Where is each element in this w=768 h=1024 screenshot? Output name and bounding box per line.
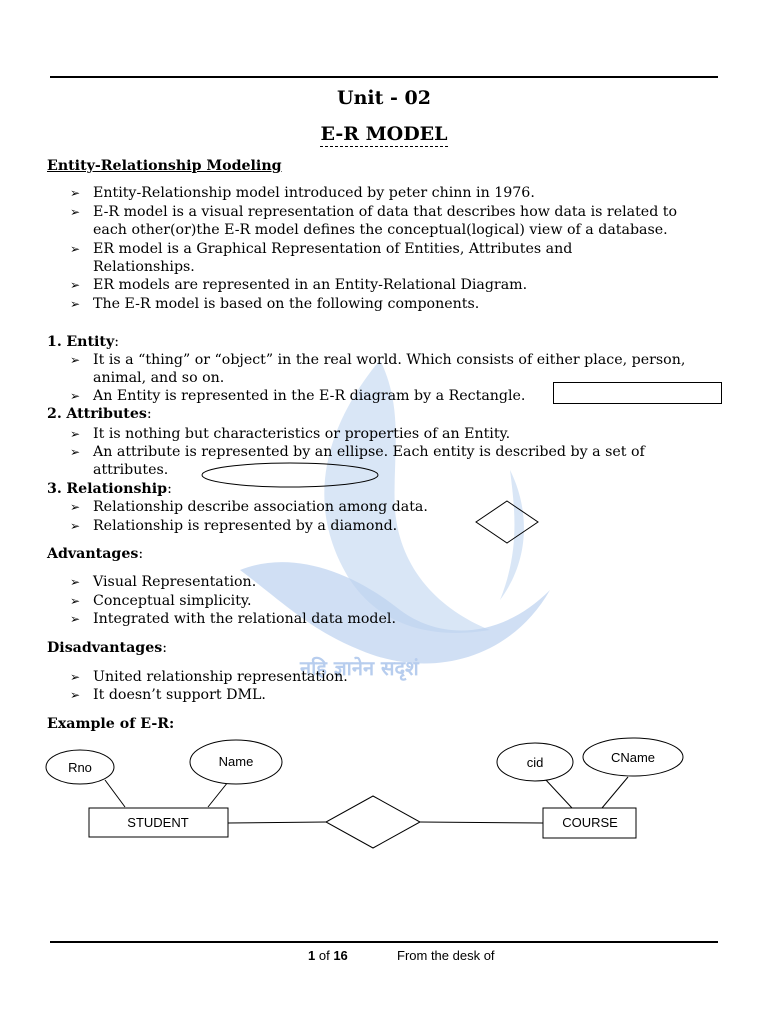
bullet-arrow-icon: ➢ <box>70 519 81 533</box>
course-label: COURSE <box>562 815 618 830</box>
cid-label: cid <box>526 755 544 770</box>
student-label: STUDENT <box>127 815 189 830</box>
footer-desk: From the desk of <box>397 948 495 963</box>
relationship-line-2: Relationship is represented by a diamond. <box>93 518 398 534</box>
entity-line-1: It is a “thing” or “object” in the real world. Which consists of either place, person, <box>93 352 686 368</box>
intro-bullet-2: E-R model is a visual representation of data that describes how data is related to <box>93 204 678 220</box>
section-heading: Entity-Relationship Modeling <box>47 158 282 174</box>
connector-rno-student <box>105 780 125 807</box>
advantage-item-1: Visual Representation. <box>93 574 257 590</box>
relationship-label: Relationship <box>66 481 168 497</box>
advantages-colon: : <box>138 546 144 562</box>
bullet-arrow-icon: ➢ <box>70 353 81 367</box>
intro-bullet-3: ER model is a Graphical Representation of Entities, Attributes and <box>93 241 573 257</box>
ellipse-shape <box>200 461 380 489</box>
entity-heading <box>47 333 119 351</box>
connector-cid-course <box>545 779 572 808</box>
relationship-colon: : <box>167 481 172 497</box>
example-heading: Example of E-R: <box>47 716 175 732</box>
watermark-motto: नहि ज्ञानेन सदृशं <box>300 656 419 680</box>
advantages-label: Advantages <box>47 546 139 562</box>
bullet-arrow-icon: ➢ <box>70 186 81 200</box>
footer-page-number: 1 <box>308 948 316 963</box>
entity-number: 1. <box>47 334 62 350</box>
advantage-item-2: Conceptual simplicity. <box>93 593 252 609</box>
bullet-arrow-icon: ➢ <box>70 297 81 311</box>
disadvantages-colon: : <box>162 640 168 656</box>
rno-label: Rno <box>68 760 92 775</box>
footer-total-pages: 16 <box>333 948 348 963</box>
page-title <box>0 123 768 145</box>
cname-label: CName <box>610 750 656 765</box>
bottom-rule <box>50 941 718 943</box>
bullet-arrow-icon: ➢ <box>70 389 81 403</box>
relationship-diamond <box>326 796 420 848</box>
intro-bullet-1: Entity-Relationship model introduced by peter chinn in 1976. <box>93 185 535 201</box>
disadvantage-item-2: It doesn’t support DML. <box>93 687 266 703</box>
bullet-arrow-icon: ➢ <box>70 594 81 608</box>
er-diagram <box>0 735 768 855</box>
attributes-heading <box>47 405 152 423</box>
advantages-heading <box>47 545 143 563</box>
bullet-arrow-icon: ➢ <box>70 575 81 589</box>
intro-bullet-4: ER models are represented in an Entity-Relational Diagram. <box>93 277 528 293</box>
bullet-arrow-icon: ➢ <box>70 670 81 684</box>
entity-line-3: An Entity is represented in the E-R diagram by a Rectangle. <box>93 388 526 404</box>
connector-relation-course <box>420 822 543 823</box>
bullet-arrow-icon: ➢ <box>70 500 81 514</box>
bullet-arrow-icon: ➢ <box>70 427 81 441</box>
unit-title: Unit - 02 <box>337 87 431 109</box>
bullet-arrow-icon: ➢ <box>70 445 81 459</box>
attributes-line-2: An attribute is represented by an ellipse. Each entity is described by a set of <box>93 444 645 460</box>
top-rule <box>50 76 718 78</box>
page-title-text: E-R MODEL <box>320 123 448 145</box>
disadvantages-label: Disadvantages <box>47 640 163 656</box>
attributes-line-3: attributes. <box>93 462 169 478</box>
intro-bullet-3-cont: Relationships. <box>93 259 195 275</box>
name-label: Name <box>218 754 254 769</box>
bullet-arrow-icon: ➢ <box>70 688 81 702</box>
advantage-item-3: Integrated with the relational data model. <box>93 611 396 627</box>
attributes-line-1: It is nothing but characteristics or properties of an Entity. <box>93 426 511 442</box>
entity-line-2: animal, and so on. <box>93 370 225 386</box>
diamond-shape <box>474 499 540 545</box>
relationship-number: 3. <box>47 481 62 497</box>
bullet-arrow-icon: ➢ <box>70 612 81 626</box>
connector-cname-course <box>602 777 628 808</box>
disadvantages-heading <box>47 639 167 657</box>
bullet-arrow-icon: ➢ <box>70 278 81 292</box>
relationship-heading <box>47 480 172 498</box>
relationship-line-1: Relationship describe association among data. <box>93 499 428 515</box>
attributes-colon: : <box>146 406 152 422</box>
intro-bullet-5: The E-R model is based on the following components. <box>93 296 480 312</box>
attributes-number: 2. <box>47 406 62 422</box>
bullet-arrow-icon: ➢ <box>70 242 81 256</box>
attributes-label: Attributes <box>66 406 147 422</box>
bullet-arrow-icon: ➢ <box>70 205 81 219</box>
entity-label: Entity <box>66 334 115 350</box>
rectangle-shape <box>553 382 722 404</box>
intro-bullet-2-cont: each other(or)the E-R model defines the conceptual(logical) view of a database. <box>93 222 668 238</box>
connector-student-relation <box>228 822 326 823</box>
connector-name-student <box>208 782 228 807</box>
footer-of: of <box>318 948 330 963</box>
page-footer <box>308 947 348 965</box>
disadvantage-item-1: United relationship representation. <box>93 669 348 685</box>
entity-colon: : <box>114 334 119 350</box>
